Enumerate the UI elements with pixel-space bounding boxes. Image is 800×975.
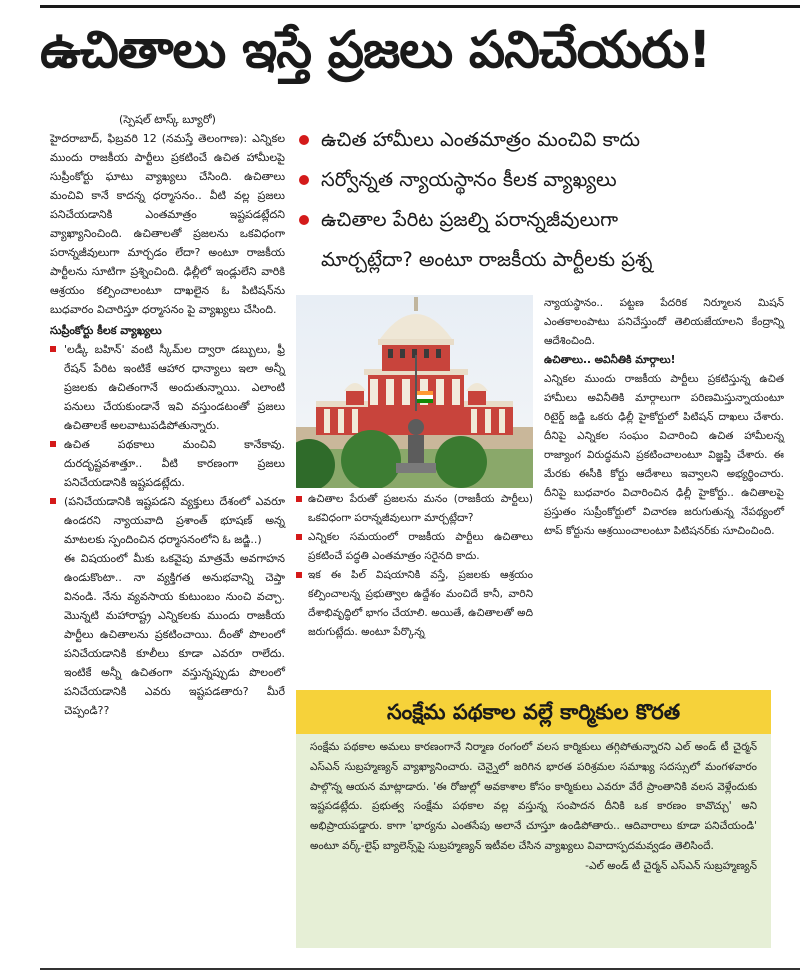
highlight-bullet-1: ఉచిత హామీలు ఎంతమాత్రం మంచివి కాదు <box>295 120 800 160</box>
sidebar-box-body <box>296 734 771 948</box>
sidebar-box-title: సంక్షేమ పథకాల వల్లే కార్మికుల కొరత <box>296 690 771 734</box>
right-column <box>544 294 784 541</box>
bottom-rule <box>40 968 800 970</box>
remark-item-3-continued: ఈ విషయంలో మీకు ఒకవైపు మాత్రమే అవగాహన ఉండుకొంటా.. నా వ్యక్తిగత అనుభవాన్ని చెప్తా వినండి. నేను వ్యవసాయ కుటుంబం నుంచి వచ్చా. మొన్నటి మహారాష్ట్ర ఎన్నికలకు ముందు రాజకీయ పార్టీలు ఉచితాలను ప్రకటించాయి. దీంతో పొలంలో పనిచేయడానికి కూలీలు కూడా ఎవరూ రాలేదు. ఇంటికే అన్నీ ఉచితంగా వస్తున్నప్పుడు పొలంలో పనిచేయడానికి ఎవరు ఇష్టపడతారు? మీరే చెప్పండి?? <box>64 552 285 717</box>
highlight-bullet-3: ఉచితాల పేరిట ప్రజల్ని పరాన్నజీవులుగా <box>295 200 800 240</box>
remark-item-1: 'లడ్కీ బహిన్' వంటి స్కీమ్‌ల ద్వారా డబ్బులు, ఫ్రీ రేషన్ పేరిట ఇంటికే ఆహార ధాన్యాలు ఇలా అన్నీ ప్రజలకు ఉచితంగానే అందుతున్నాయి. ఎలాంటి పనులు చేయకుండానే ఇవి వస్తుండటంతో ప్రజలు ఉచితాలకే అలవాటుపడిపోతున్నారు. <box>50 340 285 435</box>
sidebar-box-signoff: -ఎల్ అండ్ టీ చైర్మన్ ఎస్ఎన్ సుబ్రహ్మణ్యన్ <box>585 859 757 872</box>
remark-item-3: (పనిచేయడానికి ఇష్టపడని వ్యక్తులు దేశంలో ఎవరూ ఉండరని న్యాయవాది ప్రశాంత్ భూషణ్ అన్న మాటలకు స్పందించిన ధర్మాసనంలోని ఓ జడ్జి..) <box>50 492 285 549</box>
right-paragraph-1: న్యాయస్థానం.. పట్టణ పేదరిక నిర్మూలన మిషన్ ఎంతకాలంపాటు పనిచేస్తుందో తెలియజేయాలని కేంద్రాన్ని ఆదేశించింది. <box>544 297 784 347</box>
intro-paragraph: హైదరాబాద్, ఫిబ్రవరి 12 (నమస్తే తెలంగాణ): ఎన్నికల ముందు రాజకీయ పార్టీలు ప్రకటించే ఉచిత హామీలపై సుప్రీంకోర్టు ఘాటు వ్యాఖ్యలు చేసింది. ఉచితాలు మంచివి కానే కాదన్న ధర్మాసనం.. వీటి వల్ల ప్రజలు పనిచేయడానికి ఎంతమాత్రం ఇష్టపడట్లేదని వ్యాఖ్యానించింది. ఉచితాలతో ప్రజలను ఒకవిధంగా పరాన్నజీవులుగా మార్చడం లేదా? అంటూ రాజకీయ పార్టీలను సూటిగా ప్రశ్నించింది. ఢిల్లీలో ఇండ్లులేని వారికి ఆశ్రయం కల్పించాలంటూ దాఖలైన ఓ పిటిషన్‌ను బుధవారం విచారిస్తూ ధర్మాసనం పై వ్యాఖ్యలు చేసింది. <box>50 132 285 316</box>
supreme-court-photo <box>296 295 533 488</box>
caption-list <box>296 490 533 642</box>
subheading-corruption: ఉచితాలు.. అవినీతికి మార్గాలు! <box>544 354 676 366</box>
caption-item-1: ఉచితాల పేరుతో ప్రజలను మనం (రాజకీయ పార్టీలు) ఒకవిధంగా పరాన్నజీవులుగా మార్చట్లేదా? <box>296 490 533 528</box>
byline: (స్పెషల్ టాస్క్ బ్యూరో) <box>119 113 216 126</box>
remarks-list <box>50 340 285 549</box>
top-rule <box>40 5 800 8</box>
highlight-bullets <box>295 120 800 280</box>
caption-item-2: ఎన్నికల సమయంలో రాజకీయ పార్టీలు ఉచితాలు ప్రకటించే పద్ధతి ఎంతమాత్రం సరైనది కాదు. <box>296 528 533 566</box>
caption-item-3: ఇక ఈ పిల్ విషయానికి వస్తే, ప్రజలకు ఆశ్రయం కల్పించాలన్న ప్రభుత్వాల ఉద్దేశం మంచిదే కానీ, వారిని దేశాభివృద్ధిలో భాగం చేయాలి. అయితే, ఉచితాలతో అది జరుగుట్లేదు. అంటూ పేర్కొన్న <box>296 566 533 642</box>
left-column <box>50 110 285 720</box>
headline: ఉచితాలు ఇస్తే ప్రజలు పనిచేయరు! <box>40 21 711 80</box>
supreme-court-building-icon <box>296 295 533 488</box>
photo-caption <box>296 490 533 642</box>
highlight-bullet-3-continued: మార్చట్లేదా? అంటూ రాజకీయ పార్టీలకు ప్రశ్న <box>321 248 653 271</box>
right-paragraph-2: ఎన్నికల ముందు రాజకీయ పార్టీలు ప్రకటిస్తున్న ఉచిత హామీలు అవినీతికి మార్గాలుగా పరిణమిస్తున్నాయంటూ రిటైర్డ్ జడ్జి ఒకరు ఢిల్లీ హైకోర్టులో పిటిషన్ దాఖలు చేశారు. దీనిపై ఎన్నికల సంఘం విచారించి ఉచిత హామీలన్న రాజ్యాంగ విరుద్ధమని ప్రకటించాలంటూ విజ్ఞప్తి చేశారు. ఈ మేరకు ఈసీకి కోర్టు ఆదేశాలు ఇవ్వాలని అభ్యర్థించారు. దీనిపై బుధవారం విచారించిన ఢిల్లీ హైకోర్టు.. ఉచితాలపై ప్రస్తుతం సుప్రీంకోర్టులో విచారణ జరుగుతున్న నేపథ్యంలో టాప్ కోర్టును ఆశ్రయించాలంటూ పిటిషనర్‌కు సూచించింది. <box>544 373 784 537</box>
subheading-key-remarks: సుప్రీంకోర్టు కీలక వ్యాఖ్యలు <box>50 324 162 337</box>
remark-item-2: ఉచిత పథకాలు మంచివి కానేకావు. దురదృష్టవశాత్తూ.. వీటి కారణంగా ప్రజలు పనిచేయడానికి ఇష్టపడట్లేదు. <box>50 435 285 492</box>
highlight-bullet-2: సర్వోన్నత న్యాయస్థానం కీలక వ్యాఖ్యలు <box>295 160 800 200</box>
sidebar-box-paragraph: సంక్షేమ పథకాల అమలు కారణంగానే నిర్మాణ రంగంలో వలస కార్మికులు తగ్గిపోతున్నారని ఎల్ అండ్ టీ చైర్మన్ ఎస్ఎన్ సుబ్రహ్మణ్యన్ వ్యాఖ్యానించారు. చెన్నైలో జరిగిన భారత పరిశ్రమల సమాఖ్య సదస్సులో మంగళవారం పాల్గొన్న ఆయన మాట్లాడారు. 'ఈ రోజుల్లో అవకాశాల కోసం కార్మికులు ఎవరూ వేరే ప్రాంతానికి వలస వెళ్లేందుకు ఇష్టపడట్లేదు. ప్రభుత్వ సంక్షేమ పథకాల వల్ల వస్తున్న సంపాదన దీనికి ఒక కారణం కావొచ్చు' అని అభిప్రాయపడ్డారు. కాగా 'భార్యను ఎంతసేపు అలానే చూస్తూ ఉండిపోతారు.. ఆదివారాలు కూడా పనిచేయండి' అంటూ వర్క్-లైఫ్ బ్యాలెన్స్‌పై సుబ్రహ్మణ్యన్ ఇటీవల చేసిన వ్యాఖ్యలు వివాదాస్పదమవ్వడం తెలిసిందే. <box>310 741 757 852</box>
